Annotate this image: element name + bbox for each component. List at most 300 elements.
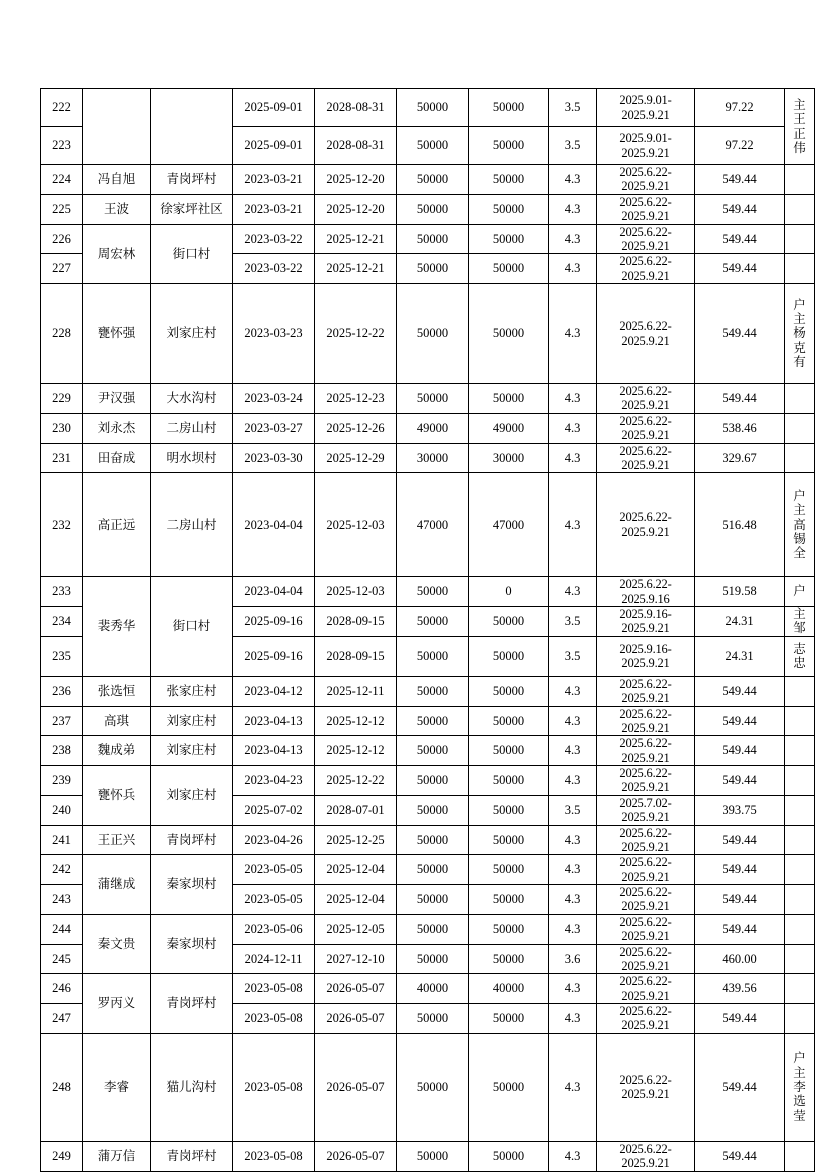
cell-rate: 3.5 <box>549 795 597 825</box>
cell-loan-amount: 50000 <box>397 127 469 165</box>
cell-rate: 4.3 <box>549 413 597 443</box>
cell-balance: 50000 <box>469 254 549 284</box>
cell-interest: 393.75 <box>695 795 785 825</box>
cell-serial-number: 234 <box>41 607 83 637</box>
table-row <box>41 194 815 224</box>
cell-village: 徐家坪社区 <box>151 194 233 224</box>
cell-start-date: 2023-05-06 <box>233 914 315 944</box>
table-row <box>41 165 815 195</box>
remark-char: 主 <box>793 607 806 621</box>
cell-rate: 4.3 <box>549 1033 597 1141</box>
cell-start-date: 2024-12-11 <box>233 944 315 974</box>
cell-remark <box>785 443 815 473</box>
cell-interest-period: 2025.6.22-2025.9.21 <box>597 473 695 577</box>
loan-interest-table <box>40 88 815 1172</box>
remark-char: 莹 <box>793 1108 806 1123</box>
cell-interest-period: 2025.6.22-2025.9.21 <box>597 413 695 443</box>
cell-name: 甕怀兵 <box>83 766 151 826</box>
cell-interest: 549.44 <box>695 676 785 706</box>
cell-interest-period: 2025.6.22-2025.9.21 <box>597 974 695 1004</box>
cell-serial-number: 232 <box>41 473 83 577</box>
cell-village: 张家庄村 <box>151 676 233 706</box>
cell-village: 二房山村 <box>151 473 233 577</box>
cell-rate: 3.5 <box>549 636 597 676</box>
cell-end-date: 2028-08-31 <box>315 127 397 165</box>
cell-interest-period: 2025.6.22-2025.9.21 <box>597 224 695 254</box>
cell-start-date: 2023-04-04 <box>233 577 315 607</box>
cell-name: 秦文贵 <box>83 914 151 974</box>
table-body <box>41 89 815 1172</box>
table-row <box>41 855 815 885</box>
cell-interest: 97.22 <box>695 127 785 165</box>
table-row <box>41 89 815 127</box>
cell-interest-period: 2025.6.22-2025.9.21 <box>597 885 695 915</box>
cell-name: 张选恒 <box>83 676 151 706</box>
cell-end-date: 2025-12-04 <box>315 885 397 915</box>
cell-remark <box>785 974 815 1004</box>
remark-char: 主 <box>793 311 806 326</box>
cell-loan-amount: 50000 <box>397 194 469 224</box>
cell-loan-amount: 50000 <box>397 636 469 676</box>
cell-rate: 4.3 <box>549 284 597 384</box>
cell-balance: 40000 <box>469 974 549 1004</box>
cell-name: 罗丙义 <box>83 974 151 1034</box>
cell-balance: 50000 <box>469 636 549 676</box>
cell-interest: 549.44 <box>695 1141 785 1171</box>
cell-rate: 4.3 <box>549 1141 597 1171</box>
cell-start-date: 2023-03-21 <box>233 194 315 224</box>
cell-village: 秦家坝村 <box>151 855 233 915</box>
cell-interest-period: 2025.6.22-2025.9.21 <box>597 736 695 766</box>
cell-remark <box>785 825 815 855</box>
cell-start-date: 2023-03-22 <box>233 254 315 284</box>
cell-remark <box>785 224 815 254</box>
cell-rate: 4.3 <box>549 736 597 766</box>
cell-remark <box>785 914 815 944</box>
table-row <box>41 974 815 1004</box>
cell-serial-number: 228 <box>41 284 83 384</box>
cell-interest: 549.44 <box>695 766 785 796</box>
cell-end-date: 2027-12-10 <box>315 944 397 974</box>
cell-village: 青岗坪村 <box>151 974 233 1034</box>
cell-end-date: 2025-12-25 <box>315 825 397 855</box>
cell-interest-period: 2025.9.16-2025.9.21 <box>597 636 695 676</box>
cell-interest-period: 2025.6.22-2025.9.21 <box>597 165 695 195</box>
cell-interest: 549.44 <box>695 1033 785 1141</box>
cell-interest: 519.58 <box>695 577 785 607</box>
cell-rate: 4.3 <box>549 224 597 254</box>
remark-char: 主 <box>793 97 806 112</box>
cell-balance: 50000 <box>469 127 549 165</box>
cell-serial-number: 235 <box>41 636 83 676</box>
cell-loan-amount: 30000 <box>397 443 469 473</box>
cell-name: 高琪 <box>83 706 151 736</box>
cell-loan-amount: 50000 <box>397 944 469 974</box>
cell-loan-amount: 50000 <box>397 885 469 915</box>
cell-loan-amount: 50000 <box>397 1033 469 1141</box>
cell-interest: 24.31 <box>695 607 785 637</box>
cell-serial-number: 227 <box>41 254 83 284</box>
cell-end-date: 2025-12-20 <box>315 165 397 195</box>
cell-interest-period: 2025.6.22-2025.9.21 <box>597 944 695 974</box>
cell-start-date: 2023-05-05 <box>233 885 315 915</box>
remark-char: 邹 <box>793 621 806 636</box>
table-row <box>41 1033 815 1141</box>
cell-balance: 50000 <box>469 89 549 127</box>
cell-rate: 4.3 <box>549 676 597 706</box>
remark-char: 李 <box>793 1080 806 1095</box>
cell-rate: 4.3 <box>549 855 597 885</box>
cell-remark <box>785 413 815 443</box>
cell-rate: 4.3 <box>549 914 597 944</box>
cell-balance: 30000 <box>469 443 549 473</box>
cell-balance: 50000 <box>469 914 549 944</box>
cell-interest: 329.67 <box>695 443 785 473</box>
cell-balance: 50000 <box>469 607 549 637</box>
cell-serial-number: 248 <box>41 1033 83 1141</box>
cell-village: 明水坝村 <box>151 443 233 473</box>
cell-remark <box>785 855 815 885</box>
cell-remark <box>785 1141 815 1171</box>
cell-remark <box>785 636 815 676</box>
cell-interest: 460.00 <box>695 944 785 974</box>
cell-interest-period: 2025.6.22-2025.9.21 <box>597 1141 695 1171</box>
cell-end-date: 2025-12-26 <box>315 413 397 443</box>
cell-remark <box>785 577 815 607</box>
remark-char: 杨 <box>793 326 806 341</box>
cell-loan-amount: 50000 <box>397 1141 469 1171</box>
cell-interest: 549.44 <box>695 706 785 736</box>
remark-char: 选 <box>793 1094 806 1109</box>
cell-loan-amount: 50000 <box>397 284 469 384</box>
cell-village: 二房山村 <box>151 413 233 443</box>
cell-name: 蒲继成 <box>83 855 151 915</box>
cell-rate: 3.5 <box>549 89 597 127</box>
cell-interest-period: 2025.6.22-2025.9.21 <box>597 254 695 284</box>
cell-start-date: 2023-03-22 <box>233 224 315 254</box>
cell-rate: 4.3 <box>549 443 597 473</box>
cell-balance: 50000 <box>469 676 549 706</box>
cell-end-date: 2025-12-12 <box>315 706 397 736</box>
cell-interest-period: 2025.6.22-2025.9.21 <box>597 766 695 796</box>
remark-char: 正 <box>793 126 806 141</box>
cell-interest: 549.44 <box>695 855 785 885</box>
cell-interest: 24.31 <box>695 636 785 676</box>
cell-remark <box>785 1033 815 1141</box>
remark-char: 克 <box>793 340 806 355</box>
cell-start-date: 2023-04-13 <box>233 706 315 736</box>
cell-name: 甕怀强 <box>83 284 151 384</box>
cell-village: 刘家庄村 <box>151 766 233 826</box>
cell-remark <box>785 89 815 165</box>
cell-interest: 549.44 <box>695 194 785 224</box>
cell-rate: 4.3 <box>549 1004 597 1034</box>
cell-loan-amount: 50000 <box>397 766 469 796</box>
cell-serial-number: 243 <box>41 885 83 915</box>
cell-village: 街口村 <box>151 577 233 677</box>
cell-end-date: 2025-12-29 <box>315 443 397 473</box>
cell-serial-number: 238 <box>41 736 83 766</box>
cell-balance: 0 <box>469 577 549 607</box>
cell-start-date: 2023-04-13 <box>233 736 315 766</box>
cell-village <box>151 89 233 165</box>
cell-village: 秦家坝村 <box>151 914 233 974</box>
cell-end-date: 2025-12-20 <box>315 194 397 224</box>
cell-interest: 549.44 <box>695 914 785 944</box>
cell-serial-number: 229 <box>41 384 83 414</box>
cell-name: 魏成弟 <box>83 736 151 766</box>
cell-balance: 50000 <box>469 384 549 414</box>
cell-rate: 3.5 <box>549 607 597 637</box>
cell-remark <box>785 676 815 706</box>
cell-interest: 549.44 <box>695 224 785 254</box>
cell-interest: 549.44 <box>695 254 785 284</box>
cell-loan-amount: 40000 <box>397 974 469 1004</box>
cell-start-date: 2023-04-12 <box>233 676 315 706</box>
cell-loan-amount: 50000 <box>397 706 469 736</box>
remark-char: 锡 <box>793 531 806 546</box>
cell-start-date: 2023-05-08 <box>233 1141 315 1171</box>
cell-remark <box>785 194 815 224</box>
remark-char: 全 <box>793 546 806 561</box>
table-row <box>41 473 815 577</box>
cell-end-date: 2028-07-01 <box>315 795 397 825</box>
cell-rate: 4.3 <box>549 473 597 577</box>
cell-start-date: 2023-05-08 <box>233 1033 315 1141</box>
cell-serial-number: 241 <box>41 825 83 855</box>
cell-start-date: 2023-04-23 <box>233 766 315 796</box>
cell-end-date: 2026-05-07 <box>315 1004 397 1034</box>
cell-interest: 538.46 <box>695 413 785 443</box>
cell-rate: 4.3 <box>549 766 597 796</box>
cell-remark <box>785 607 815 637</box>
cell-remark <box>785 795 815 825</box>
cell-end-date: 2025-12-03 <box>315 577 397 607</box>
table-row <box>41 1141 815 1171</box>
cell-remark <box>785 1004 815 1034</box>
table-row <box>41 224 815 254</box>
cell-balance: 50000 <box>469 165 549 195</box>
cell-interest-period: 2025.6.22-2025.9.21 <box>597 1033 695 1141</box>
cell-interest: 549.44 <box>695 384 785 414</box>
cell-serial-number: 237 <box>41 706 83 736</box>
cell-balance: 50000 <box>469 284 549 384</box>
cell-village: 街口村 <box>151 224 233 284</box>
cell-remark <box>785 944 815 974</box>
cell-village: 大水沟村 <box>151 384 233 414</box>
cell-interest: 549.44 <box>695 284 785 384</box>
cell-remark <box>785 284 815 384</box>
cell-rate: 4.3 <box>549 577 597 607</box>
table-row <box>41 577 815 607</box>
cell-balance: 50000 <box>469 855 549 885</box>
cell-serial-number: 242 <box>41 855 83 885</box>
remark-char: 忠 <box>793 656 806 671</box>
cell-loan-amount: 50000 <box>397 224 469 254</box>
cell-serial-number: 223 <box>41 127 83 165</box>
cell-balance: 50000 <box>469 795 549 825</box>
cell-serial-number: 222 <box>41 89 83 127</box>
cell-loan-amount: 50000 <box>397 577 469 607</box>
cell-end-date: 2025-12-22 <box>315 766 397 796</box>
cell-start-date: 2023-03-30 <box>233 443 315 473</box>
cell-village: 刘家庄村 <box>151 736 233 766</box>
table-row <box>41 413 815 443</box>
cell-loan-amount: 50000 <box>397 825 469 855</box>
cell-interest-period: 2025.6.22-2025.9.21 <box>597 855 695 885</box>
cell-name: 裴秀华 <box>83 577 151 677</box>
cell-start-date: 2023-04-04 <box>233 473 315 577</box>
cell-interest: 549.44 <box>695 1004 785 1034</box>
cell-loan-amount: 50000 <box>397 254 469 284</box>
remark-char: 主 <box>793 1065 806 1080</box>
table-row <box>41 914 815 944</box>
cell-loan-amount: 50000 <box>397 914 469 944</box>
cell-interest: 549.44 <box>695 825 785 855</box>
cell-end-date: 2025-12-21 <box>315 254 397 284</box>
cell-interest-period: 2025.6.22-2025.9.21 <box>597 443 695 473</box>
cell-balance: 50000 <box>469 194 549 224</box>
cell-loan-amount: 50000 <box>397 855 469 885</box>
cell-interest: 516.48 <box>695 473 785 577</box>
cell-start-date: 2025-09-01 <box>233 127 315 165</box>
cell-serial-number: 246 <box>41 974 83 1004</box>
cell-balance: 50000 <box>469 825 549 855</box>
cell-end-date: 2025-12-05 <box>315 914 397 944</box>
cell-interest-period: 2025.6.22-2025.9.21 <box>597 706 695 736</box>
cell-start-date: 2023-05-05 <box>233 855 315 885</box>
cell-loan-amount: 50000 <box>397 89 469 127</box>
cell-rate: 4.3 <box>549 194 597 224</box>
cell-name: 王正兴 <box>83 825 151 855</box>
cell-serial-number: 249 <box>41 1141 83 1171</box>
table-row <box>41 766 815 796</box>
cell-start-date: 2025-09-16 <box>233 636 315 676</box>
remark-char: 主 <box>793 503 806 518</box>
cell-interest-period: 2025.6.22-2025.9.21 <box>597 914 695 944</box>
cell-balance: 50000 <box>469 1141 549 1171</box>
cell-end-date: 2025-12-21 <box>315 224 397 254</box>
cell-rate: 4.3 <box>549 974 597 1004</box>
cell-end-date: 2025-12-22 <box>315 284 397 384</box>
cell-remark <box>785 384 815 414</box>
cell-serial-number: 224 <box>41 165 83 195</box>
cell-end-date: 2025-12-23 <box>315 384 397 414</box>
cell-name: 田奋成 <box>83 443 151 473</box>
cell-rate: 4.3 <box>549 384 597 414</box>
cell-name: 尹汉强 <box>83 384 151 414</box>
cell-remark <box>785 254 815 284</box>
remark-char: 户 <box>793 297 806 312</box>
cell-end-date: 2026-05-07 <box>315 974 397 1004</box>
cell-interest: 549.44 <box>695 736 785 766</box>
cell-start-date: 2023-05-08 <box>233 974 315 1004</box>
table-row <box>41 825 815 855</box>
cell-serial-number: 230 <box>41 413 83 443</box>
cell-village: 青岗坪村 <box>151 825 233 855</box>
cell-name <box>83 89 151 165</box>
cell-remark <box>785 885 815 915</box>
cell-end-date: 2028-09-15 <box>315 607 397 637</box>
table-row <box>41 443 815 473</box>
cell-rate: 4.3 <box>549 825 597 855</box>
cell-start-date: 2025-07-02 <box>233 795 315 825</box>
cell-end-date: 2025-12-04 <box>315 855 397 885</box>
cell-village: 刘家庄村 <box>151 284 233 384</box>
cell-loan-amount: 47000 <box>397 473 469 577</box>
cell-serial-number: 247 <box>41 1004 83 1034</box>
cell-remark <box>785 165 815 195</box>
table-row <box>41 736 815 766</box>
cell-serial-number: 226 <box>41 224 83 254</box>
table-row <box>41 284 815 384</box>
cell-end-date: 2028-08-31 <box>315 89 397 127</box>
cell-interest-period: 2025.6.22-2025.9.21 <box>597 825 695 855</box>
cell-interest-period: 2025.6.22-2025.9.21 <box>597 1004 695 1034</box>
cell-end-date: 2028-09-15 <box>315 636 397 676</box>
cell-village: 青岗坪村 <box>151 165 233 195</box>
cell-balance: 50000 <box>469 1033 549 1141</box>
cell-serial-number: 225 <box>41 194 83 224</box>
cell-remark <box>785 473 815 577</box>
cell-interest-period: 2025.6.22-2025.9.21 <box>597 676 695 706</box>
cell-interest-period: 2025.6.22-2025.9.16 <box>597 577 695 607</box>
table-row <box>41 384 815 414</box>
cell-interest-period: 2025.6.22-2025.9.21 <box>597 384 695 414</box>
cell-name: 高正远 <box>83 473 151 577</box>
cell-loan-amount: 50000 <box>397 1004 469 1034</box>
cell-start-date: 2023-03-21 <box>233 165 315 195</box>
cell-village: 刘家庄村 <box>151 706 233 736</box>
cell-serial-number: 244 <box>41 914 83 944</box>
cell-loan-amount: 50000 <box>397 607 469 637</box>
cell-interest-period: 2025.9.01-2025.9.21 <box>597 127 695 165</box>
cell-balance: 50000 <box>469 706 549 736</box>
cell-loan-amount: 50000 <box>397 736 469 766</box>
cell-serial-number: 231 <box>41 443 83 473</box>
cell-end-date: 2025-12-12 <box>315 736 397 766</box>
cell-balance: 50000 <box>469 885 549 915</box>
cell-name: 王波 <box>83 194 151 224</box>
remark-char: 户 <box>793 584 806 599</box>
cell-interest-period: 2025.7.02-2025.9.21 <box>597 795 695 825</box>
cell-loan-amount: 50000 <box>397 165 469 195</box>
remark-char: 志 <box>793 641 806 656</box>
cell-name: 冯自旭 <box>83 165 151 195</box>
cell-remark <box>785 706 815 736</box>
cell-end-date: 2025-12-03 <box>315 473 397 577</box>
cell-village: 青岗坪村 <box>151 1141 233 1171</box>
cell-balance: 50000 <box>469 1004 549 1034</box>
table-row <box>41 706 815 736</box>
cell-loan-amount: 50000 <box>397 384 469 414</box>
cell-interest: 549.44 <box>695 885 785 915</box>
cell-serial-number: 239 <box>41 766 83 796</box>
cell-remark <box>785 766 815 796</box>
cell-interest: 97.22 <box>695 89 785 127</box>
cell-start-date: 2023-05-08 <box>233 1004 315 1034</box>
cell-end-date: 2026-05-07 <box>315 1141 397 1171</box>
cell-start-date: 2023-03-24 <box>233 384 315 414</box>
cell-remark <box>785 736 815 766</box>
cell-balance: 47000 <box>469 473 549 577</box>
remark-char: 高 <box>793 517 806 532</box>
cell-loan-amount: 50000 <box>397 795 469 825</box>
cell-name: 周宏林 <box>83 224 151 284</box>
remark-char: 户 <box>793 1051 806 1066</box>
cell-balance: 49000 <box>469 413 549 443</box>
cell-serial-number: 240 <box>41 795 83 825</box>
